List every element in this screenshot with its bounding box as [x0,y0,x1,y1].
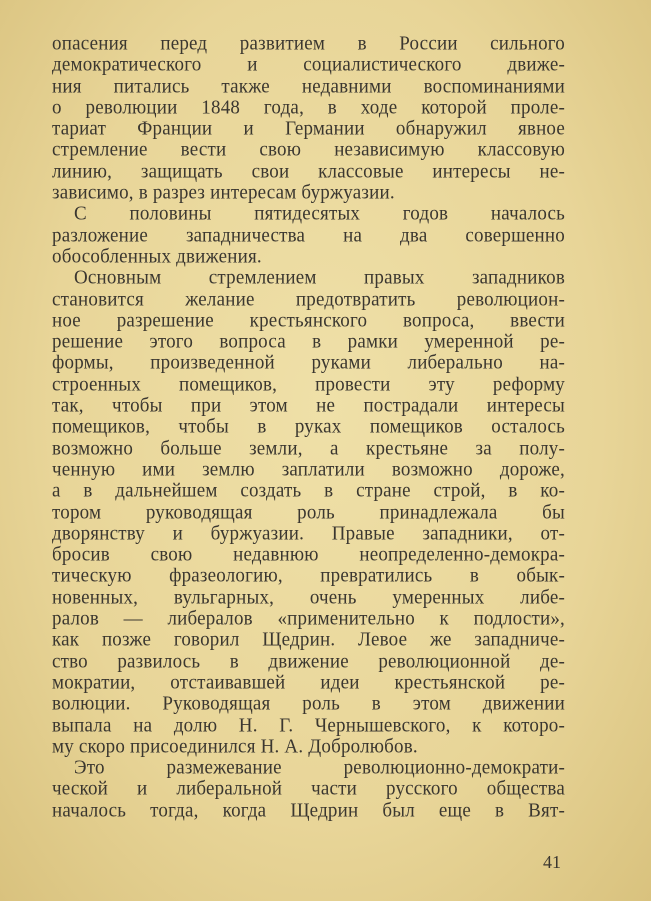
text-line: мократии, отстаивавшей идеи крестьянской ре- [52,671,565,694]
text-line: так, чтобы при этом не пострадали интересы [52,394,565,417]
text-line: решение этого вопроса в рамки умеренной ре- [52,330,565,353]
text-line: как позже говорил Щедрин. Левое же западниче- [52,628,565,651]
text-line: ство развилось в движение революционной де- [52,650,565,673]
text-line: о революции 1848 года, в ходе которой проле- [52,96,565,119]
page-number: 41 [543,852,561,872]
text-line: ченную ими землю заплатили возможно дороже, [52,458,565,481]
text-line: линию, защищать свои классовые интересы не- [52,160,565,183]
text-line: тором руководящая роль принадлежала бы [52,500,565,524]
text-line: обособленных движения. [52,245,262,268]
text-line: Это размежевание революционно-демократи- [74,756,565,779]
text-line: помещиков, чтобы в руках помещиков осталось [52,415,565,438]
text-line: зависимо, в разрез интересам буржуазии. [52,181,395,204]
text-line: волюции. Руководящая роль в этом движении [52,692,565,715]
text-line: дворянству и буржуазии. Правые западники, от- [52,522,565,545]
text-line: разложение западничества на два совершенно [52,224,565,247]
text-line: тическую фразеологию, превратились в обык- [52,564,565,587]
text-line: ное разрешение крестьянского вопроса, ввести [52,309,565,332]
text-line: возможно больше земли, а крестьяне за полу- [52,437,565,460]
text-line: бросив свою недавнюю неопределенно-демокра- [52,543,565,566]
text-line: становится желание предотвратить революцион- [52,288,565,311]
text-line: началось тогда, когда Щедрин был еще в Вят- [52,799,565,822]
text-line: формы, произведенной руками либерально на- [52,351,565,374]
text-line: му скоро присоединился Н. А. Добролюбов. [52,735,418,758]
text-line: ния питались также недавними воспоминаниями [52,75,565,98]
text-line: новенных, вульгарных, очень умеренных либе- [52,586,565,609]
text-line: Основным стремлением правых западников [74,266,565,289]
book-page-text [52,33,565,821]
text-line: строенных помещиков, провести эту реформу [52,373,565,396]
text-line: а в дальнейшем создать в стране строй, в ко- [52,479,565,502]
text-line: выпала на долю Н. Г. Чернышевского, к которо- [52,713,565,737]
text-line: стремление вести свою независимую классовую [52,138,565,162]
text-line: ческой и либеральной части русского общества [52,777,565,800]
text-line: тариат Франции и Германии обнаружил явное [52,117,565,140]
text-line: демократического и социалистического движе- [52,53,565,76]
text-line: С половины пятидесятых годов началось [74,202,565,225]
text-line: ралов — либералов «применительно к подлости», [52,607,565,630]
text-line: опасения перед развитием в России сильного [52,32,565,55]
